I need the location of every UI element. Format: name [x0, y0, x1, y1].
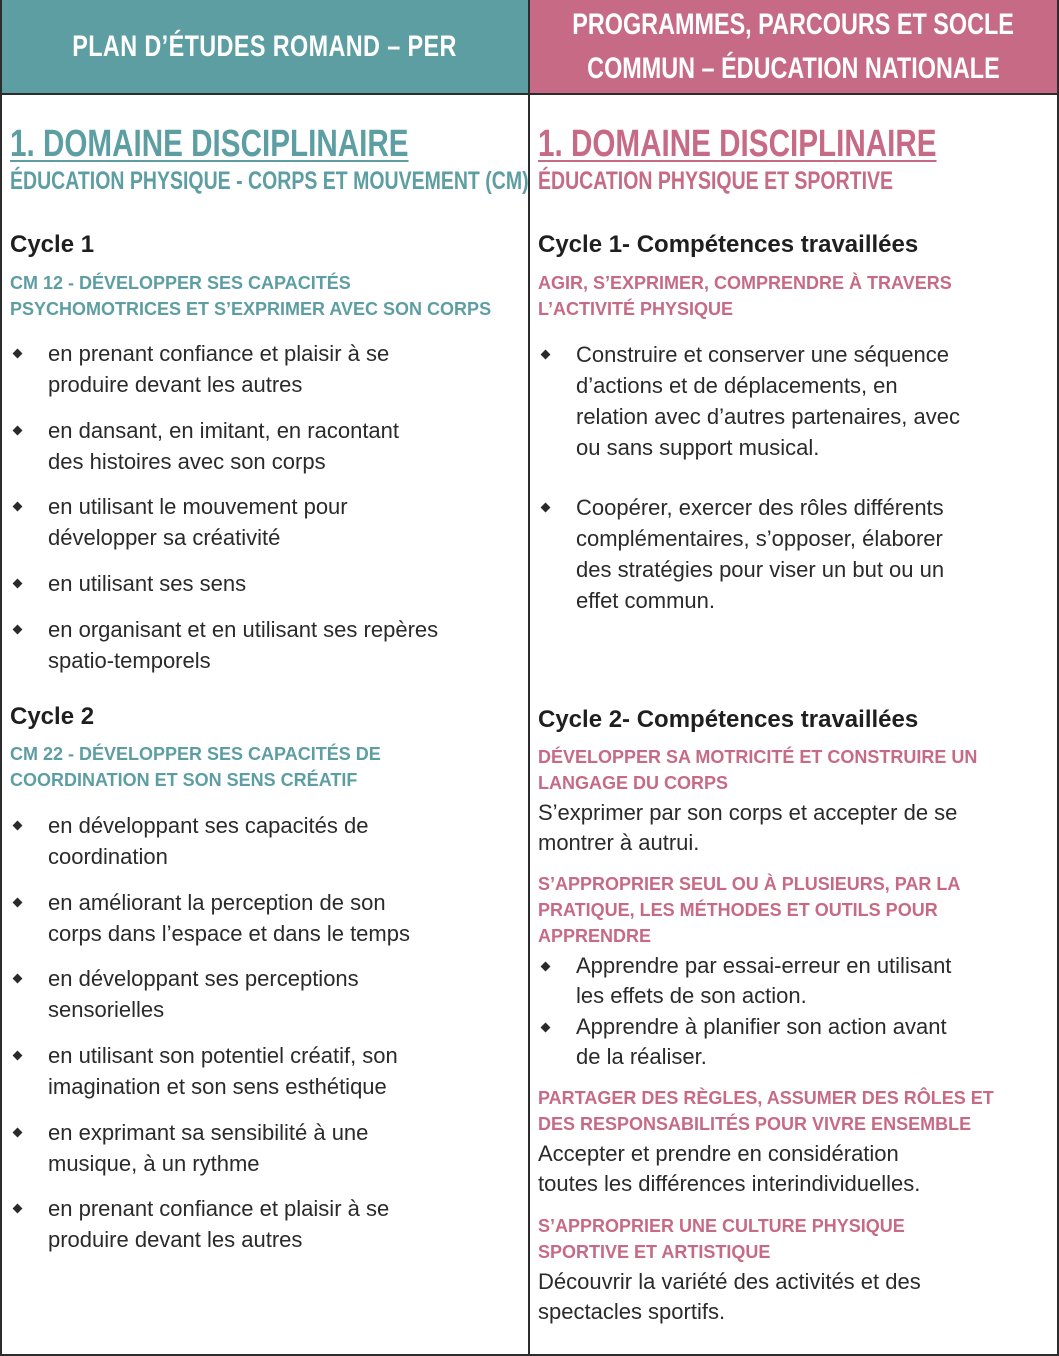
- right-cycle2-section3-heading: [538, 1085, 994, 1137]
- section-heading-line: DÉVELOPPER SA MOTRICITÉ ET CONSTRUIRE UN: [538, 747, 978, 767]
- list-item-line: corps dans l’espace et dans le temps: [48, 921, 410, 946]
- list-item-line: en utilisant le mouvement pour: [48, 494, 348, 519]
- left-column-header: [2, 0, 528, 95]
- right-cycle2-title: Cycle 2- Compétences travaillées: [538, 706, 919, 733]
- list-item-line: en exprimant sa sensibilité à une: [48, 1120, 369, 1145]
- list-item: [48, 1117, 368, 1179]
- section-heading-line: SPORTIVE ET ARTISTIQUE: [538, 1242, 771, 1262]
- list-item: [48, 1040, 398, 1102]
- list-item: [48, 415, 399, 477]
- list-item-line: Apprendre à planifier son action avant: [576, 1014, 947, 1039]
- list-item-line: en utilisant son potentiel créatif, son: [48, 1043, 398, 1068]
- right-header-title-line1: PROGRAMMES, PARCOURS ET SOCLE: [572, 7, 1015, 41]
- left-cycle1-objective: [10, 270, 491, 322]
- paragraph-line: spectacles sportifs.: [538, 1299, 726, 1324]
- section-heading-line: PRATIQUE, LES MÉTHODES ET OUTILS POUR: [538, 900, 938, 920]
- list-item: [576, 1012, 947, 1072]
- list-item: [48, 491, 348, 553]
- section-heading-line: PARTAGER DES RÈGLES, ASSUMER DES RÔLES ET: [538, 1088, 994, 1108]
- list-item-line: musique, à un rythme: [48, 1151, 260, 1176]
- list-item-line: en prenant confiance et plaisir à se: [48, 1196, 390, 1221]
- list-item-line: coordination: [48, 844, 168, 869]
- list-item: [48, 963, 359, 1025]
- left-domain-subtitle: ÉDUCATION PHYSIQUE - CORPS ET MOUVEMENT (CM): [10, 167, 529, 195]
- list-item-line: développer sa créativité: [48, 525, 281, 550]
- list-item-line: produire devant les autres: [48, 1227, 303, 1252]
- left-cycle1-objective-line2: PSYCHOMOTRICES ET S’EXPRIMER AVEC SON CORPS: [10, 299, 492, 319]
- list-item-line: ou sans support musical.: [576, 435, 820, 460]
- list-item-line: spatio-temporels: [48, 648, 211, 673]
- list-item-line: des stratégies pour viser un but ou un: [576, 557, 945, 582]
- list-item: [48, 568, 246, 599]
- paragraph-line: Découvrir la variété des activités et des: [538, 1269, 921, 1294]
- list-item-line: sensorielles: [48, 997, 165, 1022]
- list-item: [48, 810, 368, 872]
- paragraph-line: Accepter et prendre en considération: [538, 1141, 899, 1166]
- list-item-line: en prenant confiance et plaisir à se: [48, 341, 390, 366]
- paragraph-line: montrer à autrui.: [538, 830, 700, 855]
- section-heading-line: S’APPROPRIER UNE CULTURE PHYSIQUE: [538, 1216, 905, 1236]
- list-item-line: produire devant les autres: [48, 372, 303, 397]
- left-cycle2-title: Cycle 2: [10, 703, 95, 730]
- list-item-line: en utilisant ses sens: [48, 571, 247, 596]
- right-cycle2-section4-text: [538, 1267, 921, 1327]
- list-item-line: en développant ses perceptions: [48, 966, 359, 991]
- list-item: [576, 492, 944, 616]
- left-header-title: PLAN D’ÉTUDES ROMAND – PER: [72, 29, 458, 63]
- list-item-line: complémentaires, s’opposer, élaborer: [576, 526, 943, 551]
- left-cycle2-objective-line2: COORDINATION ET SON SENS CRÉATIF: [10, 770, 358, 790]
- list-item-line: en développant ses capacités de: [48, 813, 369, 838]
- left-domain-title: 1. DOMAINE DISCIPLINAIRE: [10, 123, 409, 165]
- right-cycle2-section1-text: [538, 798, 957, 858]
- right-cycle1-heading-line2: L’ACTIVITÉ PHYSIQUE: [538, 299, 734, 319]
- right-cycle2-section2-heading: [538, 871, 960, 949]
- right-cycle1-title: Cycle 1- Compétences travaillées: [538, 231, 919, 258]
- section-heading-line: DES RESPONSABILITÉS POUR VIVRE ENSEMBLE: [538, 1114, 972, 1134]
- right-domain-title: 1. DOMAINE DISCIPLINAIRE: [538, 123, 937, 165]
- right-cycle2-section1-heading: [538, 744, 977, 796]
- paragraph-line: toutes les différences interindividuelles.: [538, 1171, 921, 1196]
- right-domain-subtitle: ÉDUCATION PHYSIQUE ET SPORTIVE: [538, 167, 894, 195]
- list-item-line: Coopérer, exercer des rôles différents: [576, 495, 944, 520]
- right-cycle2-section3-text: [538, 1139, 920, 1199]
- list-item-line: en améliorant la perception de son: [48, 890, 386, 915]
- list-item: [48, 614, 438, 676]
- right-cycle1-heading-line1: AGIR, S’EXPRIMER, COMPRENDRE À TRAVERS: [538, 273, 952, 293]
- right-column-header: [530, 0, 1057, 95]
- right-header-title-line2: COMMUN – ÉDUCATION NATIONALE: [587, 51, 1000, 85]
- list-item-line: de la réaliser.: [576, 1044, 707, 1069]
- section-heading-line: APPRENDRE: [538, 926, 652, 946]
- list-item-line: Construire et conserver une séquence: [576, 342, 949, 367]
- list-item: [48, 1193, 389, 1255]
- list-item-line: effet commun.: [576, 588, 715, 613]
- list-item-line: imagination et son sens esthétique: [48, 1074, 387, 1099]
- list-item-line: des histoires avec son corps: [48, 449, 326, 474]
- section-heading-line: S’APPROPRIER SEUL OU À PLUSIEURS, PAR LA: [538, 874, 961, 894]
- list-item-line: d’actions et de déplacements, en: [576, 373, 898, 398]
- paragraph-line: S’exprimer par son corps et accepter de se: [538, 800, 958, 825]
- list-item: [48, 338, 389, 400]
- section-heading-line: LANGAGE DU CORPS: [538, 773, 729, 793]
- list-item-line: en dansant, en imitant, en racontant: [48, 418, 400, 443]
- list-item: [576, 951, 951, 1011]
- right-cycle2-section4-heading: [538, 1213, 905, 1265]
- column-divider: [528, 0, 530, 1356]
- left-cycle1-objective-line1: CM 12 - DÉVELOPPER SES CAPACITÉS: [10, 273, 351, 293]
- left-cycle2-objective: [10, 741, 381, 793]
- list-item-line: en organisant et en utilisant ses repères: [48, 617, 439, 642]
- right-cycle1-heading: [538, 270, 952, 322]
- left-cycle2-objective-line1: CM 22 - DÉVELOPPER SES CAPACITÉS DE: [10, 744, 381, 764]
- list-item: [48, 887, 410, 949]
- list-item-line: relation avec d’autres partenaires, avec: [576, 404, 960, 429]
- list-item: [576, 339, 960, 463]
- list-item-line: les effets de son action.: [576, 983, 807, 1008]
- left-cycle1-title: Cycle 1: [10, 231, 95, 258]
- list-item-line: Apprendre par essai-erreur en utilisant: [576, 953, 952, 978]
